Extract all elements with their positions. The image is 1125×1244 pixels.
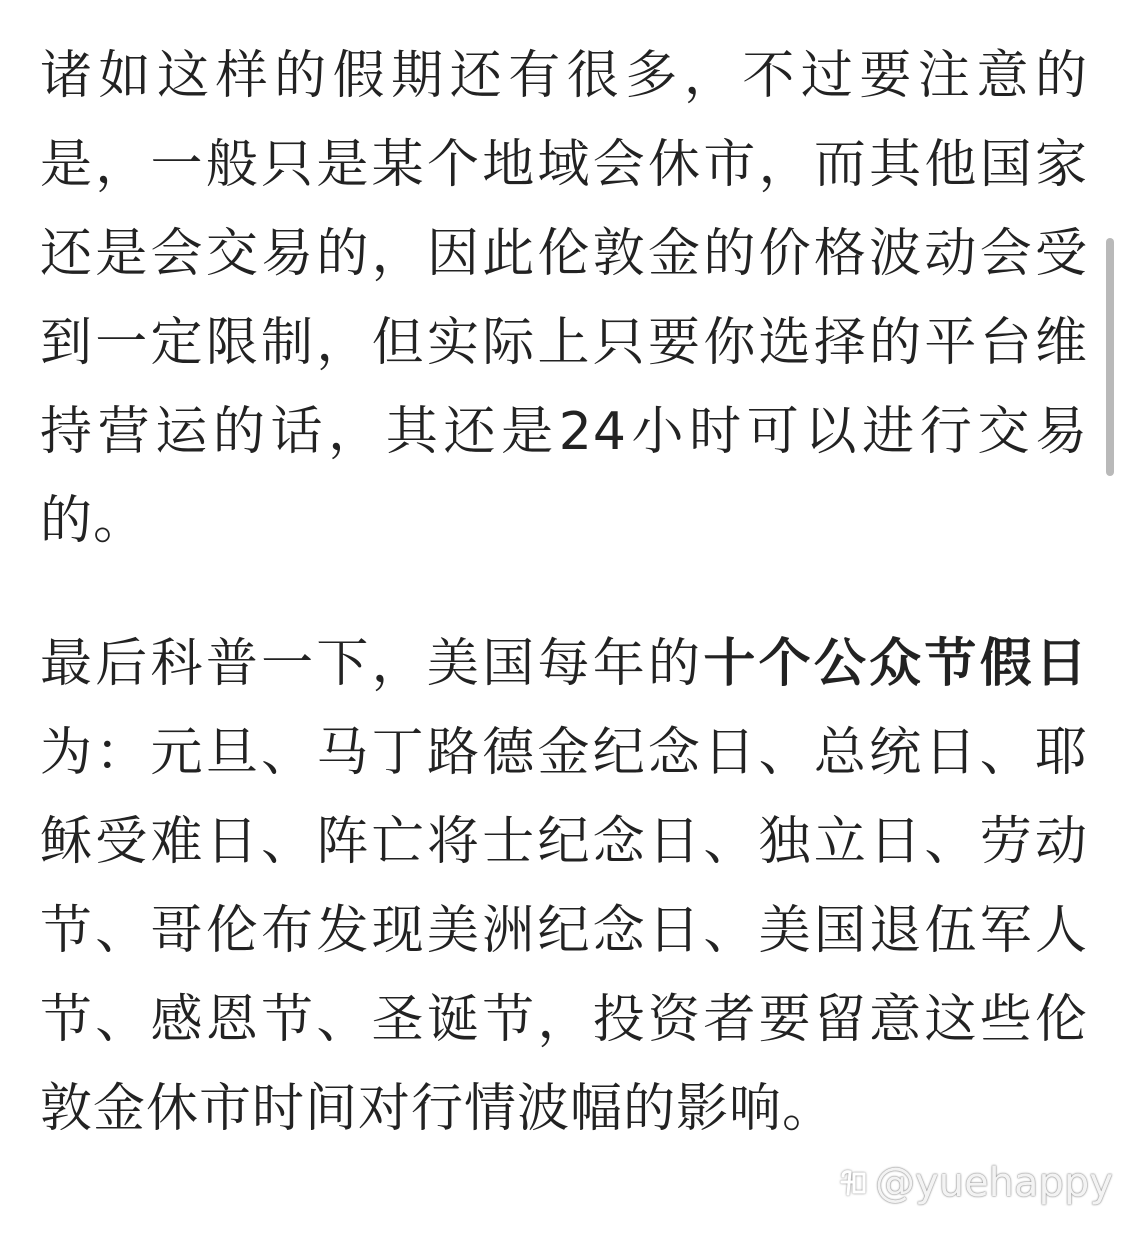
paragraph-us-holidays	[40, 620, 1088, 1154]
paragraph-holidays-note: 诸如这样的假期还有很多，不过要注意的是，一般只是某个地域会休市，而其他国家还是会交易的，因此伦敦金的价格波动会受到一定限制，但实际上只要你选择的平台维持营运的话，其还是24小时可以进行交易的。	[40, 46, 1088, 551]
paragraph-us-holidays-suffix: 为：元旦、马丁路德金纪念日、总统日、耶稣受难日、阵亡将士纪念日、独立日、劳动节、哥伦布发现美洲纪念日、美国退伍军人节、感恩节、圣诞节，投资者要留意这些伦敦金休市时间对行情波幅的影响。	[40, 723, 1088, 1139]
paragraph-us-holidays-prefix: 最后科普一下，美国每年的	[40, 634, 704, 694]
highlight-ten-holidays: 十个公众节假日	[703, 634, 1088, 694]
zhihu-logo-icon	[837, 1166, 871, 1200]
watermark-handle: @yuehappy	[875, 1160, 1113, 1206]
vertical-scrollbar[interactable]	[1106, 238, 1114, 476]
watermark	[837, 1160, 1113, 1206]
article-body	[40, 0, 1088, 1154]
